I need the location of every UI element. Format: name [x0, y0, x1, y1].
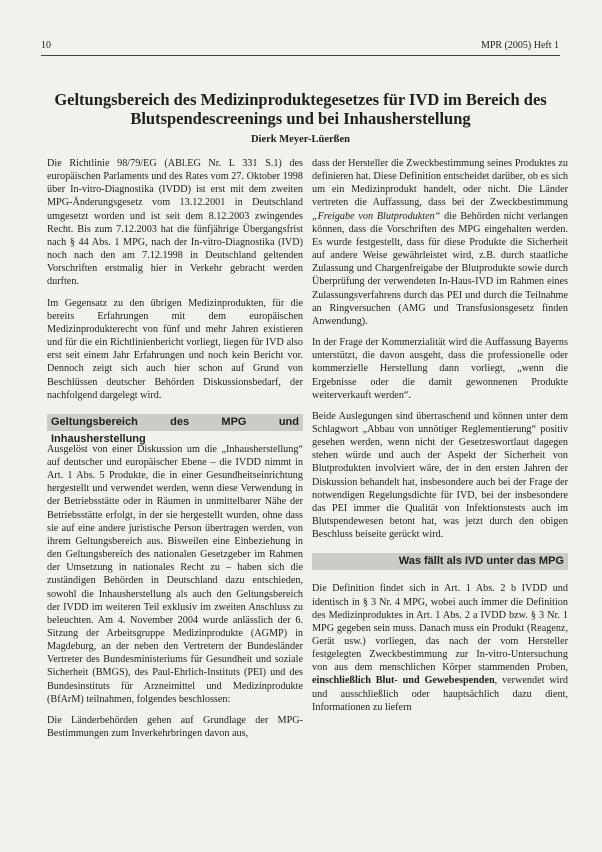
left-paragraph-2: Im Gegensatz zu den übrigen Medizinprodukten, für die bereits Erfahrungen mit dem europäischen Medizinprodukterecht von fünf und mehr Jahren existieren und für die ein Richtlinienbericht vorliegt, liegen für IVD also erst seit einem Jahr Erfahrungen und noch kein Bericht vor. Dennoch zeigt sich auch hier schon auf Grund von Beschlüssen deutscher Behörden Diskussionsbedarf, der nachfolgend dargelegt wird.	[47, 297, 303, 401]
left-paragraph-3: Ausgelöst von einer Diskussion um die „Inhausherstellung“ auf deutscher und europäischer Ebene – die IVDD nimmt in Art. 1 Abs. 5 Produkte, die in einer Gesundheitseinrichtung hergestellt und verwendet werden, wenn diese Verwendung in der Betriebsstätte oder in Räumen in unmittelbarer Nähe der Betriebsstätte erfolgt, in der sie hergestellt wurden, ohne dass sie auf eine andere juristische Person übertragen werden, von ihrem Geltungsbereich aus. Bisweilen eine Einbeziehung in den Geltungsbereich des nationalen Gesetzgeber im Rahmen der Umsetzung in nationales Recht zu – haben sich die zuständigen Behörden in Deutschland dazu entschieden, sowohl die Inhausherstellung als auch den Geltungsbereich der IVDD im weiteren Teil exklusiv im zweiten Anschluss zu beleuchten. Am 4. November 2004 wurde anlässlich der 6. Sitzung der Arbeitsgruppe Medizinprodukte (AGMP) in Magdeburg, an der neben den Vertretern der Bundesländer Vertreter des Bundesministeriums für Gesundheit und soziale Sicherheit (BMGS), des Paul-Ehrlich-Instituts (PEI) und des Bundesinstituts für Arzneimittel und Medizinprodukte (BfArM) teilnahmen, folgendes beschlossen:	[47, 443, 303, 705]
right-paragraph-4-bold: einschließlich Blut- und Gewebespenden	[312, 675, 495, 687]
left-column	[47, 157, 303, 748]
left-paragraph-1: Die Richtlinie 98/79/EG (ABl.EG Nr. L 331 S.1) des europäischen Parlaments und des Rates vom 27. Oktober 1998 über In-vitro-Diagnostika (IVDD) ist erst mit dem zweiten MPG-Änderungsgesetz vom 13.12.2001 in Deutschland umgesetzt worden und ist seit dem 8.12.2003 zwingendes Recht. Bis zum 7.12.2003 hat die fünfjährige Übergangsfrist nach § 44 Abs. 1 MPG, nach der In-vitro-Diagnostika (IVD) noch nach den am 7.12.1998 in Deutschland geltenden Vorschriften erstmalig hier in Verkehr gebracht werden durften.	[47, 158, 303, 288]
right-paragraph-3: Beide Auslegungen sind überraschend und können unter dem Schlagwort „Abbau von unnötiger Reglementierung“ positiv gesehen werden, wenn nicht der Gesetzeswortlaut dagegen stehen würde und auch der Aspekt der Sicherheit von Blutprodukten involviert wäre, der in den ersten Jahren der Diskussion behandelt hat, insbesondere auch bei der Frage der notwendigen Regelungsdichte für IVD, bei der insbesondere das PEI immer die Qualität von Infektionstests auch im Blutspendewesen betont hat, was jetzt durch den obigen Beschluss beiseite gerückt wird.	[312, 410, 568, 541]
right-paragraph-1	[312, 157, 568, 328]
article-author: Dierk Meyer-Lüerßen	[250, 134, 351, 145]
left-paragraph-4: Die Länderbehörden gehen auf Grundlage der MPG-Bestimmungen zum Inverkehrbringen davon aus,	[47, 714, 303, 740]
right-paragraph-4	[312, 582, 568, 714]
right-paragraph-2: In der Frage der Kommerzialität wird die Auffassung Bayerns unterstützt, die davon ausgeht, dass die professionelle oder kommerzielle Herstellung dann vorliegt, „wenn die Ergebnisse oder die damit gewonnenen Produkte weiterverkauft werden“.	[312, 337, 568, 401]
right-paragraph-4-text-a: Die Definition findet sich in Art. 1 Abs. 2 b IVDD und identisch in § 3 Nr. 4 MPG, wobei auch immer die Definition des Medizinproduktes in Art. 1 Abs. 2 a IVDD bzw. § 3 Nr. 1 MPG gegeben sein muss. Danach muss ein Produkt (Reagenz, Gerät usw.) vorliegen, das nach der vom Hersteller festgelegten Zweckbestimmung zur In-vitro-Untersuchung von aus dem menschlichen Körper stammenden Proben,	[312, 583, 568, 674]
article-title: Geltungsbereich des Medizinproduktegesetzes für IVD im Bereich des Blutspendescreenings und bei Inhausherstellung	[54, 90, 547, 128]
right-column	[312, 157, 568, 722]
header-rule	[41, 55, 560, 56]
journal-reference: MPR (2005) Heft 1	[480, 40, 559, 51]
page-number: 10	[41, 40, 51, 51]
right-paragraph-1-text-b: die Behörden nicht verlangen können, dass die Vorschriften des MPG eingehalten werden. Es wurde festgestellt, dass für diese Produkte die Sicherheit auf andere Weise gewährleistet wird, z.B. durch staatliche Zulassung und Chargenfreigabe der Blutprodukte sowie durch Überprüfung der verwendeten In-Haus-IVD im Rahmen eines Zulassungsverfahrens durch das PEI und durch die Teilnahme an Ringversuchen (AMG und Transfusionsgesetz finden Anwendung).	[312, 210, 568, 327]
section-heading-ivd: Was fällt als IVD unter das MPG	[312, 553, 568, 570]
section-heading-scope: Geltungsbereich des MPG und Inhausherstellung	[47, 414, 303, 431]
right-paragraph-1-italic: „Freigabe von Blutprodukten“	[312, 210, 441, 222]
right-paragraph-1-text-a: dass der Hersteller die Zweckbestimmung seines Produktes zu definieren hat. Diese Definition entscheidet darüber, ob es sich um ein Medizinprodukt handelt, oder nicht. Die Länder vertreten die Auffassung, dass bei der Zweckbestimmung	[312, 158, 568, 209]
right-paragraph-4-text-b: , verwendet wird und ausschließlich oder hauptsächlich dazu dient, Informationen zu liefern	[312, 675, 568, 713]
